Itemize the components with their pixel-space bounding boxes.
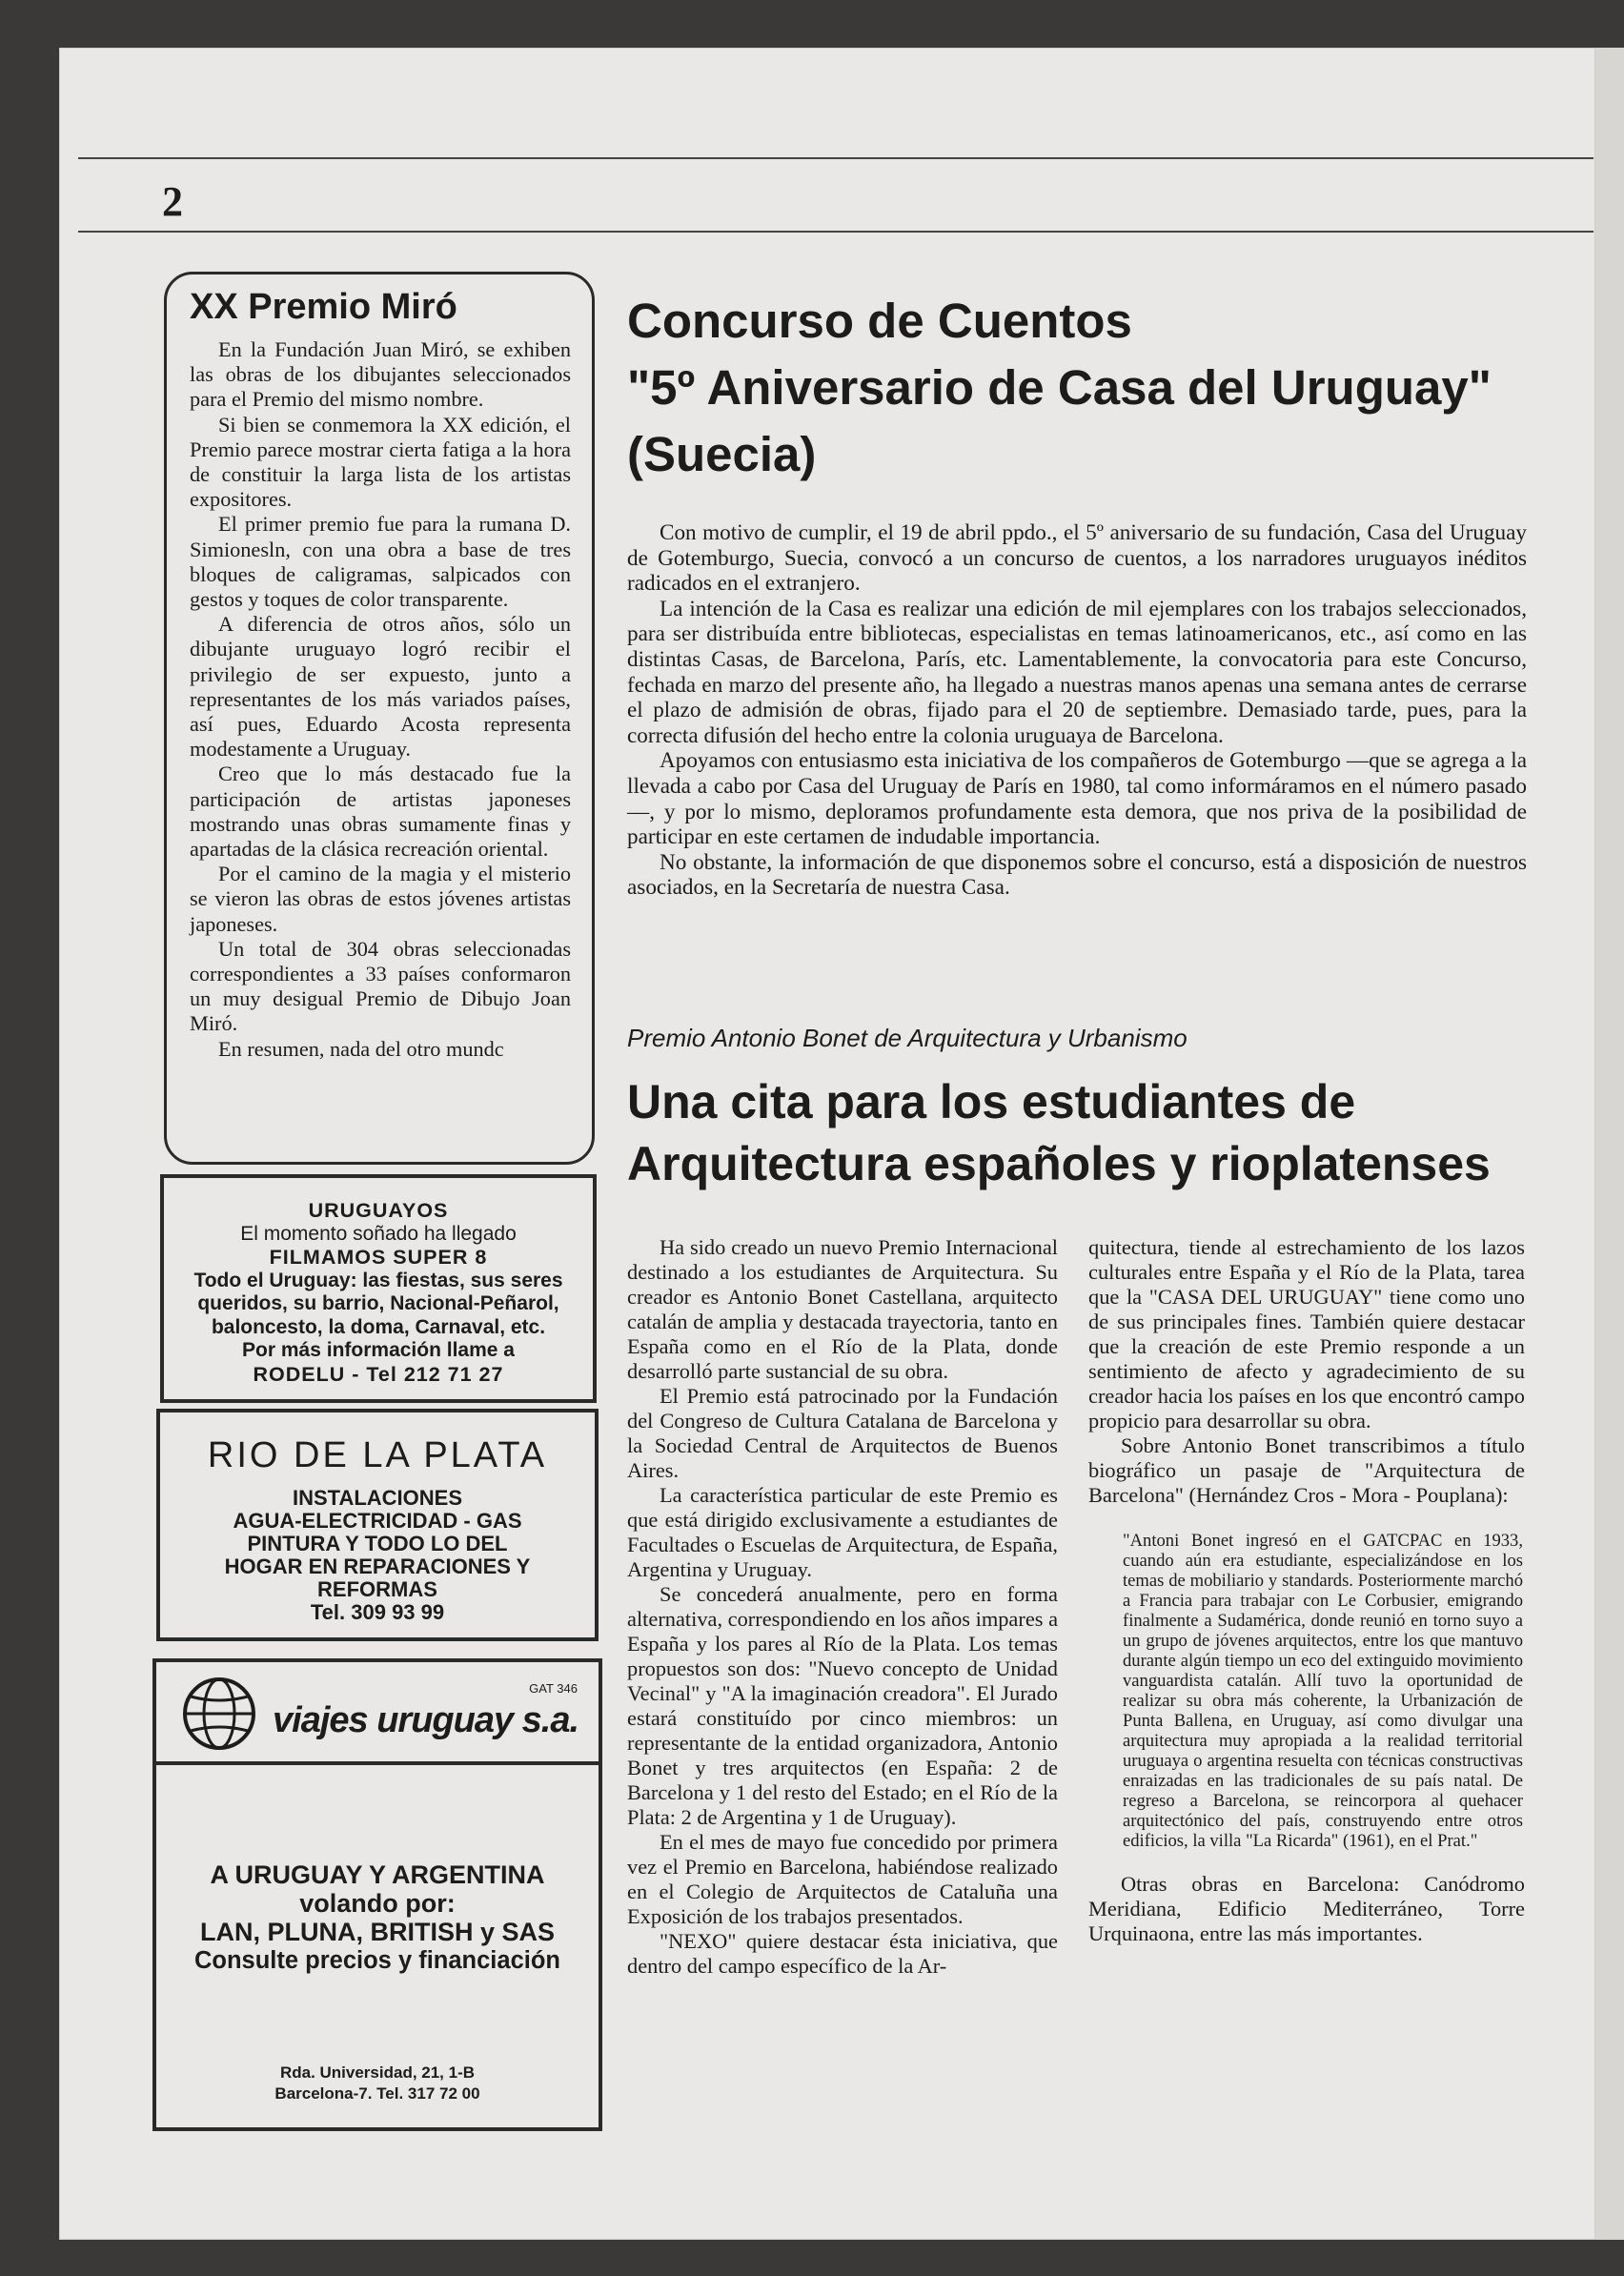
ad-line: Tel. 309 93 99 — [310, 1600, 445, 1624]
ad-line: Todo el Uruguay: las fiestas, sus seres — [193, 1269, 563, 1291]
miro-box — [164, 272, 595, 1165]
top-rule — [78, 157, 1594, 159]
article2-paragraph: quitectura, tiende al estrechamiento de los lazos culturales entre España y el Río de la Plata, tarea que la "CASA DEL URUGUAY" tiene como uno de sus principales fines. También quiere destacar que la creación de este Premio responde a un sentimiento de afecto y agradecimiento de su creador hacia los países en los que encontró campo propicio para desarrollar su obra. — [1088, 1235, 1525, 1433]
article2-paragraph: La característica particular de este Premio es que está dirigido exclusivamente a estudiantes de Facultades o Escuelas de Arquitectura, de España, Argentina y Uruguay. — [627, 1483, 1058, 1581]
ad-line: LAN, PLUNA, BRITISH y SAS — [199, 1918, 556, 1946]
biography-quote: "Antoni Bonet ingresó en el GATCPAC en 1933, cuando aún era estudiante, especializándose en los temas de mobiliario y standards. Posteriormente marchó a Francia para trabajar con Le Corbusier, emigrando finalmente a Sudamérica, donde reunió en torno suyo a un grupo de jóvenes arquitectos, entre los que mantuvo durante algún tiempo un eco del extinguido movimiento vanguardista catalán. Allí tuvo la oportunidad de realizar su obra más coherente, la Urbanización de Punta Ballena, en Uruguay, así como divulgar una arquitectura muy apropiada a la realidad territorial uruguaya o argentina resuelta con técnicas constructivas enraizadas en las tradicionales de su país natal. De regreso a Barcelona, se reincorpora al quehacer arquitectónico del país, construyendo entre otros edificios, la villa "La Ricarda" (1961), en el Prat." — [1123, 1531, 1523, 1851]
miro-paragraph: Por el camino de la magia y el misterio se vieron las obras de estos jóvenes artistas japoneses. — [190, 862, 571, 936]
ad-viajes-uruguay — [152, 1658, 602, 2131]
headline-line: (Suecia) — [627, 427, 817, 481]
article1-paragraph: Apoyamos con entusiasmo esta iniciativa de los compañeros de Gotemburgo —que se agrega a la llevada a cabo por Casa del Uruguay de París en 1980, tal como informáramos en el número pasado—, y por lo mismo, deploramos profundamente esta demora, que nos priva de la posibilidad de participar en este certamen de indudable importancia. — [627, 748, 1527, 850]
miro-paragraph: En la Fundación Juan Miró, se exhiben las obras de los dibujantes seleccionados para el Premio del mismo nombre. — [190, 337, 571, 412]
ad-line: FILMAMOS SUPER 8 — [269, 1246, 488, 1269]
ad-viajes-body — [156, 1765, 599, 1975]
ad-line: INSTALACIONES — [292, 1486, 463, 1510]
headline-line: Concurso de Cuentos — [627, 294, 1132, 348]
ad-line: HOGAR EN REPARACIONES Y — [224, 1555, 531, 1578]
article2-paragraph: En el mes de mayo fue concedido por primera vez el Premio en Barcelona, habiéndose realizado en el Colegio de Arquitectos de Cataluña una Exposición de los trabajos presentados. — [627, 1830, 1058, 1928]
ad-line: queridos, su barrio, Nacional-Peñarol, — [197, 1292, 559, 1314]
ad-title: RIO DE LA PLATA — [207, 1435, 548, 1475]
article2-column-left — [627, 1235, 1058, 1979]
next-page-edge — [1595, 48, 1624, 2240]
header-rule — [78, 231, 1594, 233]
ad-address — [156, 2063, 599, 2104]
miro-paragraph: Si bien se conmemora la XX edición, el Premio parece mostrar cierta fatiga a la hora de constituir la larga lista de los artistas expositores. — [190, 412, 571, 512]
globe-icon — [181, 1676, 257, 1752]
ad-code: GAT 346 — [529, 1681, 578, 1696]
article1-paragraph: Con motivo de cumplir, el 19 de abril ppdo., el 5º aniversario de su fundación, Casa del Uruguay de Gotemburgo, Suecia, convocó a un concurso de cuentos, a los narradores uruguayos inéditos radicados en el extranjero. — [627, 520, 1527, 597]
miro-paragraph: El primer premio fue para la rumana D. Simionesln, con una obra a base de tres bloques de caligramas, salpicados con gestos y toques de color transparente. — [190, 512, 571, 612]
article2-paragraph: Se concederá anualmente, pero en forma alternativa, correspondiendo en los años impares a España y los pares al Río de la Plata. Los temas propuestos son dos: "Nuevo concepto de Unidad Vecinal" y "A la imaginación creadora". El Jurado estará constituído por cinco miembros: un representante de la entidad organizadora, Antonio Bonet y tres arquitectos (en España: 2 de Barcelona y 1 del resto del Estado; en el Río de la Plata: 2 de Argentina y 1 de Uruguay). — [627, 1582, 1059, 1829]
ad-line: El momento soñado ha llegado — [240, 1222, 517, 1245]
ad-line: REFORMAS — [317, 1577, 437, 1601]
ad-filmamos — [160, 1174, 597, 1403]
miro-title: XX Premio Miró — [190, 287, 457, 327]
ad-line: A URUGUAY Y ARGENTINA — [210, 1860, 545, 1889]
article2-column-right — [1088, 1235, 1525, 1946]
ad-line: Por más información llame a — [242, 1339, 515, 1361]
article1-headline — [627, 288, 1580, 488]
article2-paragraph: "NEXO" quiere destacar ésta iniciativa, que dentro del campo específico de la Ar- — [627, 1929, 1058, 1978]
page-number: 2 — [162, 178, 183, 225]
headline-line: Arquitectura españoles y rioplatenses — [627, 1137, 1491, 1190]
ad-line: RODELU - Tel 212 71 27 — [253, 1362, 504, 1386]
ad-line: AGUA-ELECTRICIDAD - GAS — [233, 1509, 522, 1533]
article2-paragraph: Sobre Antonio Bonet transcribimos a título biográfico un pasaje de "Arquitectura de Barcelona" (Hernández Cros - Mora - Pouplana): — [1088, 1433, 1525, 1507]
ad-rio-de-la-plata — [156, 1409, 599, 1641]
miro-paragraph: En resumen, nada del otro mundc — [218, 1036, 504, 1061]
article2-headline — [627, 1071, 1580, 1195]
ad-line: PINTURA Y TODO LO DEL — [247, 1532, 508, 1555]
article1-paragraph: La intención de la Casa es realizar una edición de mil ejemplares con los trabajos seleccionados, para ser distribuída entre bibliotecas, especialistas en temas latinoamericanos, etc., así como en las distintas Casas, de Barcelona, París, etc. Lamentablemente, la convocatoria para este Concurso, fechada en marzo del presente año, ha llegado a nuestras manos apenas una semana antes de cerrarse el plazo de admisión de obras, fijado para el 20 de septiembre. Demasiado tarde, pues, para la correcta difusión del hecho entre la colonia uruguaya de Barcelona. — [627, 596, 1527, 748]
ad-address-line: Rda. Universidad, 21, 1-B — [279, 2063, 476, 2082]
miro-paragraph: Un total de 304 obras seleccionadas correspondientes a 33 países conformaron un muy desigual Premio de Dibujo Joan Miró. — [190, 936, 571, 1036]
miro-paragraph: Creo que lo más destacado fue la participación de artistas japoneses mostrando unas obras sumamente finas y apartadas de la clásica recreación oriental. — [190, 762, 571, 862]
article1-paragraph: No obstante, la información de que disponemos sobre el concurso, está a disposición de nuestros asociados, en la Secretaría de nuestra Casa. — [627, 849, 1527, 901]
ad-line: Consulte precios y financiación — [193, 1947, 560, 1974]
miro-paragraph: A diferencia de otros años, sólo un dibujante uruguayo logró recibir el privilegio de ser expuesto, junto a representantes de los más variados países, así pues, Eduardo Acosta representa modestamente a Uruguay. — [190, 612, 571, 762]
article2-kicker: Premio Antonio Bonet de Arquitectura y Urbanismo — [627, 1024, 1188, 1052]
ad-viajes-header — [156, 1662, 599, 1765]
article2-paragraph: El Premio está patrocinado por la Fundación del Congreso de Cultura Catalana de Barcelona y la Sociedad Central de Arquitectos de Buenos Aires. — [627, 1384, 1058, 1482]
headline-line: "5º Aniversario de Casa del Uruguay" — [627, 360, 1492, 415]
ad-address-line: Barcelona-7. Tel. 317 72 00 — [274, 2084, 480, 2103]
article2-paragraph: Otras obras en Barcelona: Canódromo Meridiana, Edificio Mediterráneo, Torre Urquinaona, entre las más importantes. — [1088, 1872, 1525, 1945]
ad-line: URUGUAYOS — [308, 1199, 449, 1222]
ad-brand: viajes uruguay s.a. — [273, 1700, 579, 1740]
headline-line: Una cita para los estudiantes de — [627, 1075, 1356, 1128]
article1-body — [627, 520, 1527, 901]
ad-line: baloncesto, la doma, Carnaval, etc. — [211, 1315, 546, 1338]
ad-line: volando por: — [299, 1889, 456, 1918]
article2-paragraph: Ha sido creado un nuevo Premio Internacional destinado a los estudiantes de Arquitectura. Su creador es Antonio Bonet Castellana, arquitecto catalán de amplia y destacada trayectoria, tanto en España como en el Río de la Plata, donde desarrolló parte sustancial de su obra. — [627, 1235, 1058, 1383]
